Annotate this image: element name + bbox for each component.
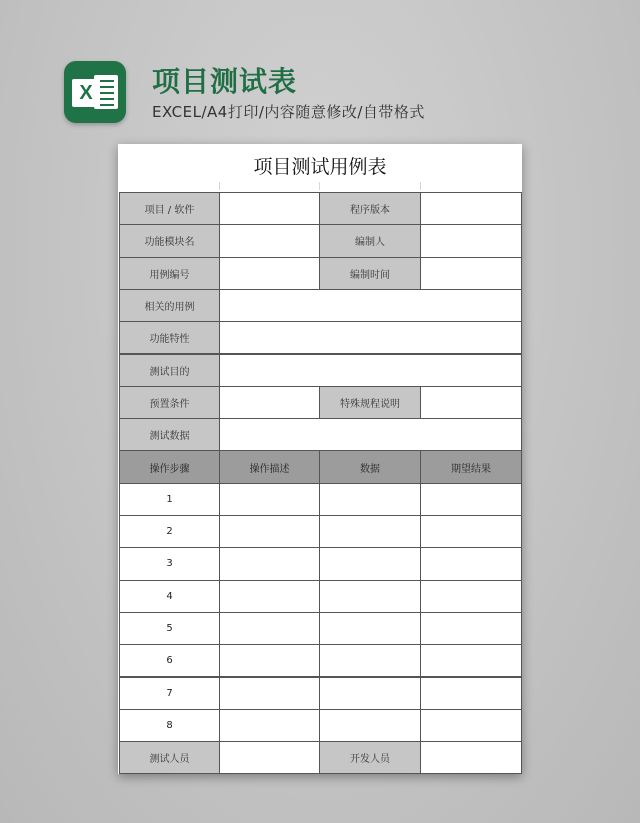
step-description-input[interactable]: [219, 515, 320, 548]
page-subtitle: EXCEL/A4打印/内容随意修改/自带格式: [152, 103, 425, 121]
field-value-input[interactable]: [420, 192, 522, 225]
field-value-input[interactable]: [219, 257, 320, 290]
step-expected-input[interactable]: [420, 515, 522, 548]
tester-label: 测试人员: [119, 741, 220, 774]
step-expected-input[interactable]: [420, 483, 522, 516]
field-label: 程序版本: [319, 192, 421, 225]
developer-input[interactable]: [420, 741, 522, 774]
step-expected-input[interactable]: [420, 644, 522, 677]
developer-label: 开发人员: [319, 741, 421, 774]
field-value-input[interactable]: [219, 289, 522, 322]
tester-input[interactable]: [219, 741, 320, 774]
step-data-input[interactable]: [319, 612, 421, 645]
excel-x-letter: X: [72, 79, 100, 107]
field-value-input[interactable]: [420, 386, 522, 419]
field-value-input[interactable]: [219, 192, 320, 225]
step-number: 6: [119, 644, 220, 677]
step-description-input[interactable]: [219, 644, 320, 677]
field-label: 功能特性: [119, 321, 220, 354]
step-expected-input[interactable]: [420, 580, 522, 613]
step-number: 7: [119, 677, 220, 710]
field-label: 项目 / 软件: [119, 192, 220, 225]
field-label: 用例编号: [119, 257, 220, 290]
step-data-input[interactable]: [319, 709, 421, 742]
steps-column-header: 操作步骤: [119, 450, 220, 483]
steps-column-header: 期望结果: [420, 450, 522, 483]
field-value-input[interactable]: [420, 257, 522, 290]
step-description-input[interactable]: [219, 677, 320, 710]
step-number: 3: [119, 547, 220, 580]
field-label: 预置条件: [119, 386, 220, 419]
step-description-input[interactable]: [219, 612, 320, 645]
step-expected-input[interactable]: [420, 709, 522, 742]
field-label: 相关的用例: [119, 289, 220, 322]
field-value-input[interactable]: [420, 224, 522, 257]
field-value-input[interactable]: [219, 224, 320, 257]
step-description-input[interactable]: [219, 483, 320, 516]
step-expected-input[interactable]: [420, 677, 522, 710]
step-number: 8: [119, 709, 220, 742]
step-description-input[interactable]: [219, 580, 320, 613]
step-number: 5: [119, 612, 220, 645]
step-number: 1: [119, 483, 220, 516]
step-number: 4: [119, 580, 220, 613]
field-label: 编制人: [319, 224, 421, 257]
step-data-input[interactable]: [319, 547, 421, 580]
step-data-input[interactable]: [319, 483, 421, 516]
field-value-input[interactable]: [219, 354, 522, 387]
step-data-input[interactable]: [319, 677, 421, 710]
steps-column-header: 操作描述: [219, 450, 320, 483]
step-data-input[interactable]: [319, 580, 421, 613]
field-label: 特殊规程说明: [319, 386, 421, 419]
field-label: 功能模块名: [119, 224, 220, 257]
field-label: 测试数据: [119, 418, 220, 451]
document-title: 项目测试用例表: [253, 156, 387, 178]
field-value-input[interactable]: [219, 418, 522, 451]
step-expected-input[interactable]: [420, 612, 522, 645]
step-number: 2: [119, 515, 220, 548]
step-description-input[interactable]: [219, 547, 320, 580]
step-data-input[interactable]: [319, 644, 421, 677]
spreadsheet-page: [118, 144, 522, 774]
field-value-input[interactable]: [219, 321, 522, 354]
excel-icon: [64, 61, 126, 123]
step-expected-input[interactable]: [420, 547, 522, 580]
field-label: 编制时间: [319, 257, 421, 290]
field-label: 测试目的: [119, 354, 220, 387]
step-data-input[interactable]: [319, 515, 421, 548]
field-value-input[interactable]: [219, 386, 320, 419]
steps-column-header: 数据: [319, 450, 421, 483]
page-title: 项目测试表: [152, 65, 298, 98]
step-description-input[interactable]: [219, 709, 320, 742]
